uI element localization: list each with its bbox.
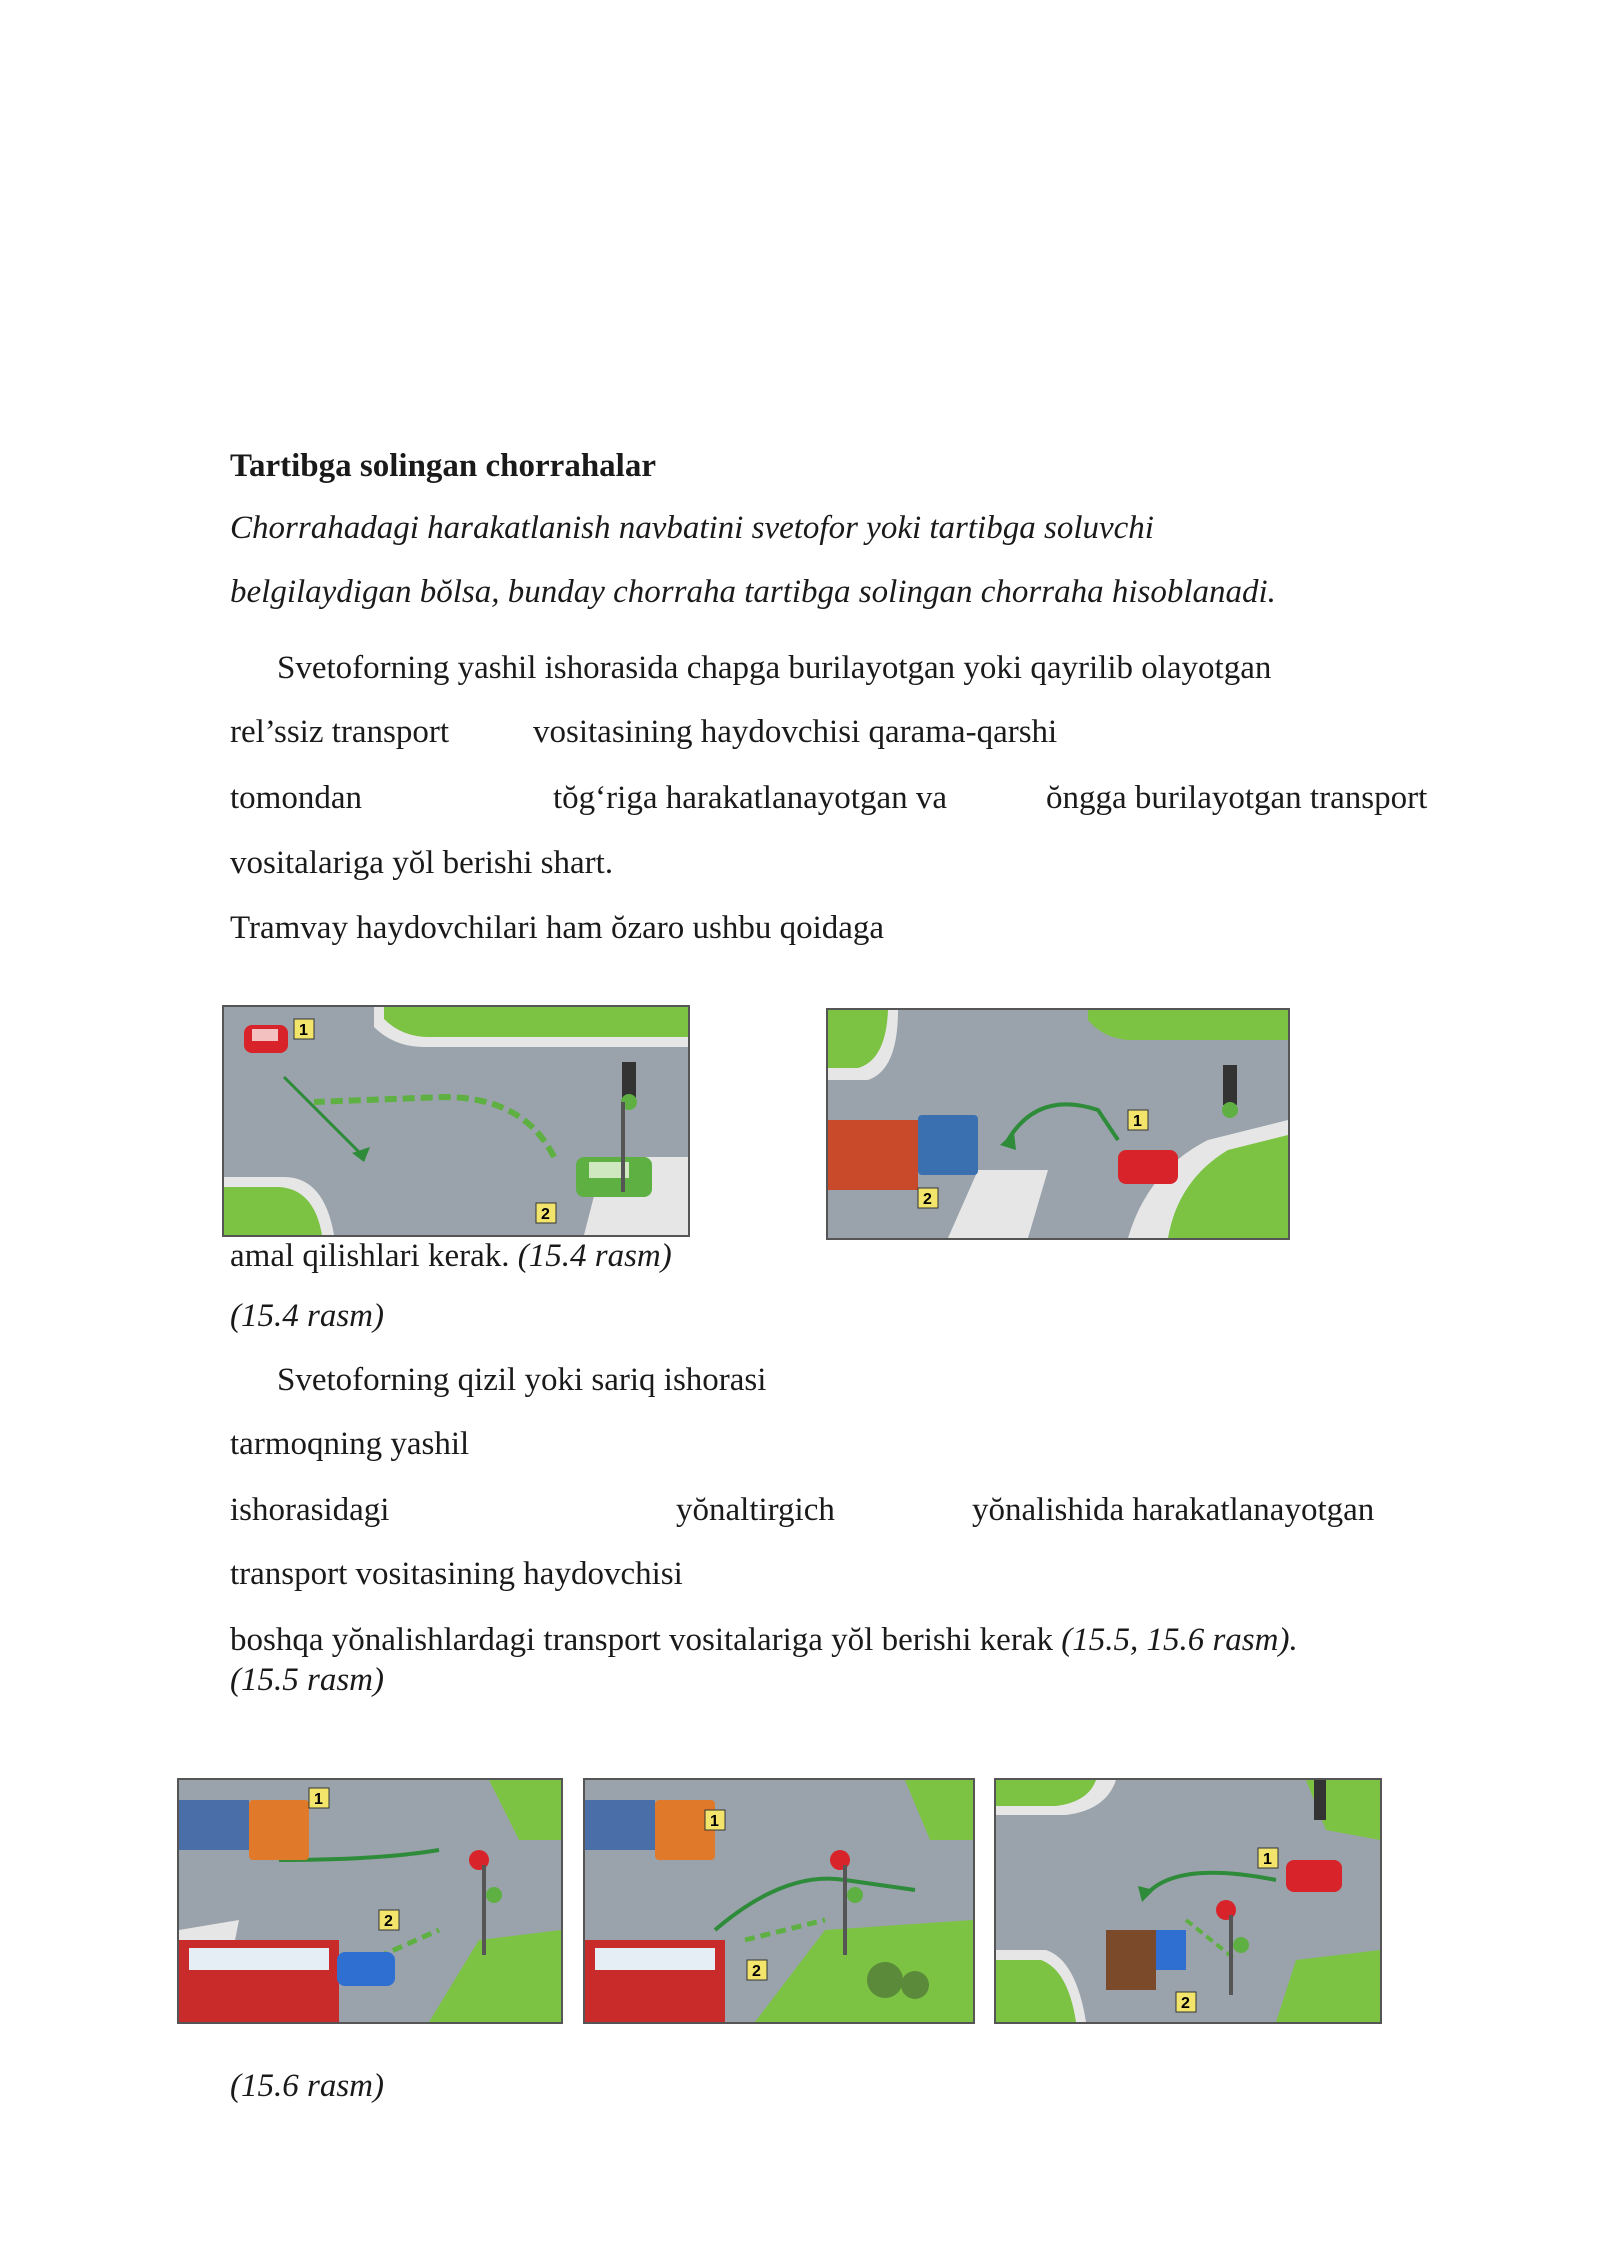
p1-line-3a: tomondan bbox=[230, 780, 362, 816]
p2-line-3a: ishorasidagi bbox=[230, 1492, 390, 1528]
p1-line-6 bbox=[230, 1236, 672, 1276]
figure-15-5-panel-2 bbox=[583, 1778, 975, 2024]
p2-line-3c: yŏnalishida harakatlanayotgan bbox=[972, 1492, 1375, 1528]
intro-line-2: belgilaydigan bŏlsa, bunday chorraha tartibga solingan chorraha hisoblanadi. bbox=[230, 574, 1276, 610]
p2-line-2: tarmoqning yashil bbox=[230, 1426, 470, 1462]
p2-line-4: transport vositasining haydovchisi bbox=[230, 1556, 683, 1592]
vehicle-2-label: 2 bbox=[752, 1963, 761, 1980]
p2-line-5-text: boshqa yŏnalishlardagi transport vositalariga yŏl berishi kerak bbox=[230, 1622, 1053, 1658]
p2-line-3b: yŏnaltirgich bbox=[676, 1492, 835, 1528]
p1-line-6-ref: (15.4 rasm) bbox=[517, 1238, 672, 1274]
intersection-illustration bbox=[828, 1010, 1288, 1238]
vehicle-1-label: 1 bbox=[314, 1791, 323, 1808]
p1-line-3c: ŏngga burilayotgan transport bbox=[1046, 780, 1428, 816]
vehicle-2-label: 2 bbox=[384, 1913, 393, 1930]
vehicle-1-label: 1 bbox=[1263, 1851, 1272, 1868]
p1-line-2a: rel’ssiz transport bbox=[230, 714, 450, 750]
intro-line-1: Chorrahadagi harakatlanish navbatini svetofor yoki tartibga soluvchi bbox=[230, 510, 1154, 546]
p1-line-6-text: amal qilishlari kerak. bbox=[230, 1238, 510, 1274]
vehicle-2-label: 2 bbox=[541, 1206, 550, 1223]
p1-line-5: Tramvay haydovchilari ham ŏzaro ushbu qoidaga bbox=[230, 910, 885, 946]
p2-line-5 bbox=[230, 1620, 1298, 1660]
caption-15-5: (15.5 rasm) bbox=[230, 1662, 384, 1698]
vehicle-1-label: 1 bbox=[1133, 1113, 1142, 1130]
figure-15-5-panel-1 bbox=[177, 1778, 563, 2024]
p2-line-5-ref: (15.5, 15.6 rasm). bbox=[1061, 1622, 1298, 1658]
p1-line-3b: tŏg‘riga harakatlanayotgan va bbox=[553, 780, 947, 816]
intersection-illustration bbox=[179, 1780, 561, 2022]
figure-15-4-left bbox=[222, 1005, 690, 1237]
vehicle-1-label: 1 bbox=[710, 1813, 719, 1830]
vehicle-2-label: 2 bbox=[1181, 1995, 1190, 2012]
intersection-illustration bbox=[585, 1780, 973, 2022]
p1-line-2b: vositasining haydovchisi qarama-qarshi bbox=[533, 714, 1058, 750]
caption-15-6: (15.6 rasm) bbox=[230, 2068, 384, 2104]
figure-15-6 bbox=[994, 1778, 1382, 2024]
vehicle-1-label: 1 bbox=[299, 1022, 308, 1039]
caption-15-4: (15.4 rasm) bbox=[230, 1298, 384, 1334]
intersection-illustration bbox=[996, 1780, 1380, 2022]
p2-line-1: Svetoforning qizil yoki sariq ishorasi bbox=[277, 1362, 767, 1398]
figure-15-4-right bbox=[826, 1008, 1290, 1240]
p1-line-1: Svetoforning yashil ishorasida chapga burilayotgan yoki qayrilib olayotgan bbox=[277, 650, 1272, 686]
p1-line-4: vositalariga yŏl berishi shart. bbox=[230, 845, 614, 881]
vehicle-2-label: 2 bbox=[923, 1191, 932, 1208]
heading: Tartibga solingan chorrahalar bbox=[230, 448, 656, 484]
intersection-illustration bbox=[224, 1007, 688, 1235]
